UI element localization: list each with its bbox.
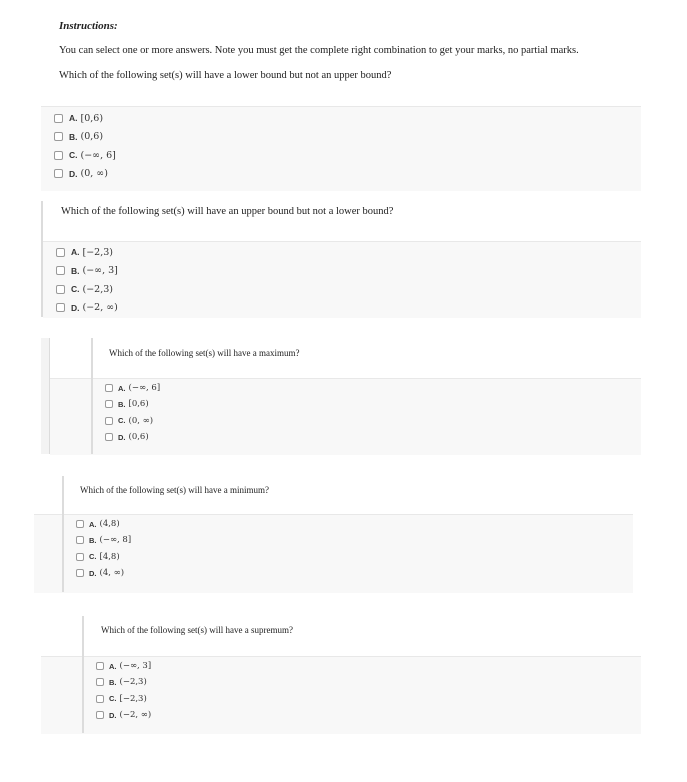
option-letter: A. — [69, 113, 78, 124]
question-5-options — [96, 658, 151, 723]
checkbox[interactable] — [56, 285, 65, 294]
question-5-option-d[interactable] — [96, 707, 151, 723]
question-2-option-a[interactable] — [56, 243, 118, 262]
option-letter: D. — [118, 432, 126, 442]
question-5-option-c[interactable] — [96, 691, 151, 707]
checkbox[interactable] — [96, 695, 104, 703]
option-letter: B. — [118, 399, 126, 409]
option-letter: D. — [69, 168, 78, 179]
option-value: (−∞, 3] — [82, 265, 118, 277]
option-value: (0,6) — [128, 432, 149, 443]
instructions-text: You can select one or more answers. Note you must get the complete right combination to get your marks, no partial marks. — [59, 45, 579, 56]
checkbox[interactable] — [96, 678, 104, 686]
option-value: (0, ∞) — [128, 415, 154, 426]
question-5-prompt: Which of the following set(s) will have a supremum? — [101, 625, 293, 635]
checkbox[interactable] — [54, 114, 63, 123]
option-value: (−2, ∞) — [82, 302, 118, 314]
option-value: [−2,3) — [82, 246, 113, 258]
option-letter: D. — [71, 302, 80, 313]
question-2-option-d[interactable] — [56, 299, 118, 318]
question-1-option-c[interactable] — [54, 146, 116, 165]
option-letter: C. — [71, 284, 80, 295]
checkbox[interactable] — [96, 711, 104, 719]
checkbox[interactable] — [54, 151, 63, 160]
question-4-side-bar-lower — [62, 514, 64, 592]
option-letter: B. — [71, 265, 80, 276]
option-value: (−∞, 8] — [99, 535, 132, 546]
question-4-options — [76, 516, 131, 581]
question-4-prompt: Which of the following set(s) will have a minimum? — [80, 485, 269, 495]
option-letter: C. — [109, 694, 117, 704]
question-2-prompt: Which of the following set(s) will have an upper bound but not a lower bound? — [61, 206, 394, 217]
checkbox[interactable] — [96, 662, 104, 670]
option-letter: D. — [89, 568, 97, 578]
option-letter: C. — [118, 416, 126, 426]
question-2-option-c[interactable] — [56, 280, 118, 299]
option-value: (−∞, 6] — [80, 149, 116, 161]
option-value: (−2,3) — [119, 677, 147, 688]
option-value: [−2,3) — [119, 693, 147, 704]
checkbox[interactable] — [76, 569, 84, 577]
question-3-option-b[interactable] — [105, 396, 160, 412]
option-value: (4, ∞) — [99, 568, 125, 579]
option-letter: C. — [69, 150, 78, 161]
question-1-option-a[interactable] — [54, 109, 116, 128]
question-2-options — [56, 243, 118, 317]
option-letter: A. — [109, 661, 117, 671]
question-2-option-b[interactable] — [56, 262, 118, 281]
checkbox[interactable] — [56, 266, 65, 275]
checkbox[interactable] — [76, 520, 84, 528]
checkbox[interactable] — [54, 169, 63, 178]
question-4-option-b[interactable] — [76, 532, 131, 548]
checkbox[interactable] — [105, 400, 113, 408]
question-3-option-c[interactable] — [105, 413, 160, 429]
question-4-option-d[interactable] — [76, 565, 131, 581]
question-2-options-panel — [43, 241, 641, 318]
instructions-title: Instructions: — [59, 20, 118, 32]
question-5-option-a[interactable] — [96, 658, 151, 674]
question-3-options — [105, 380, 160, 445]
question-1-options — [54, 109, 116, 183]
option-letter: C. — [89, 552, 97, 562]
question-1-prompt: Which of the following set(s) will have a lower bound but not an upper bound? — [59, 70, 392, 81]
question-3-option-d[interactable] — [105, 429, 160, 445]
option-letter: D. — [109, 710, 117, 720]
option-value: (−2,3) — [82, 283, 113, 295]
checkbox[interactable] — [105, 417, 113, 425]
option-letter: A. — [89, 519, 97, 529]
checkbox[interactable] — [105, 433, 113, 441]
checkbox[interactable] — [76, 553, 84, 561]
question-5-side-bar-lower — [82, 656, 84, 733]
question-4-option-a[interactable] — [76, 516, 131, 532]
option-letter: A. — [118, 383, 126, 393]
option-letter: B. — [109, 677, 117, 687]
checkbox[interactable] — [56, 248, 65, 257]
question-5-option-b[interactable] — [96, 674, 151, 690]
option-value: (−2, ∞) — [119, 710, 152, 721]
question-1-option-b[interactable] — [54, 128, 116, 147]
checkbox[interactable] — [76, 536, 84, 544]
checkbox[interactable] — [105, 384, 113, 392]
checkbox[interactable] — [56, 303, 65, 312]
option-letter: B. — [89, 535, 97, 545]
question-4-option-c[interactable] — [76, 549, 131, 565]
option-value: [4,8) — [99, 551, 120, 562]
option-value: [0,6) — [80, 112, 104, 124]
question-3-side-bar-lower — [91, 378, 93, 454]
question-3-prompt: Which of the following set(s) will have a maximum? — [109, 348, 300, 358]
checkbox[interactable] — [54, 132, 63, 141]
option-letter: A. — [71, 247, 80, 258]
option-value: (4,8) — [99, 519, 120, 530]
question-3-option-a[interactable] — [105, 380, 160, 396]
question-1-option-d[interactable] — [54, 165, 116, 184]
question-1-options-panel — [41, 106, 641, 191]
option-letter: B. — [69, 131, 78, 142]
option-value: [0,6) — [128, 399, 149, 410]
option-value: (−∞, 6] — [128, 383, 161, 394]
option-value: (0, ∞) — [80, 168, 108, 180]
option-value: (−∞, 3] — [119, 661, 152, 672]
option-value: (0,6) — [80, 131, 104, 143]
